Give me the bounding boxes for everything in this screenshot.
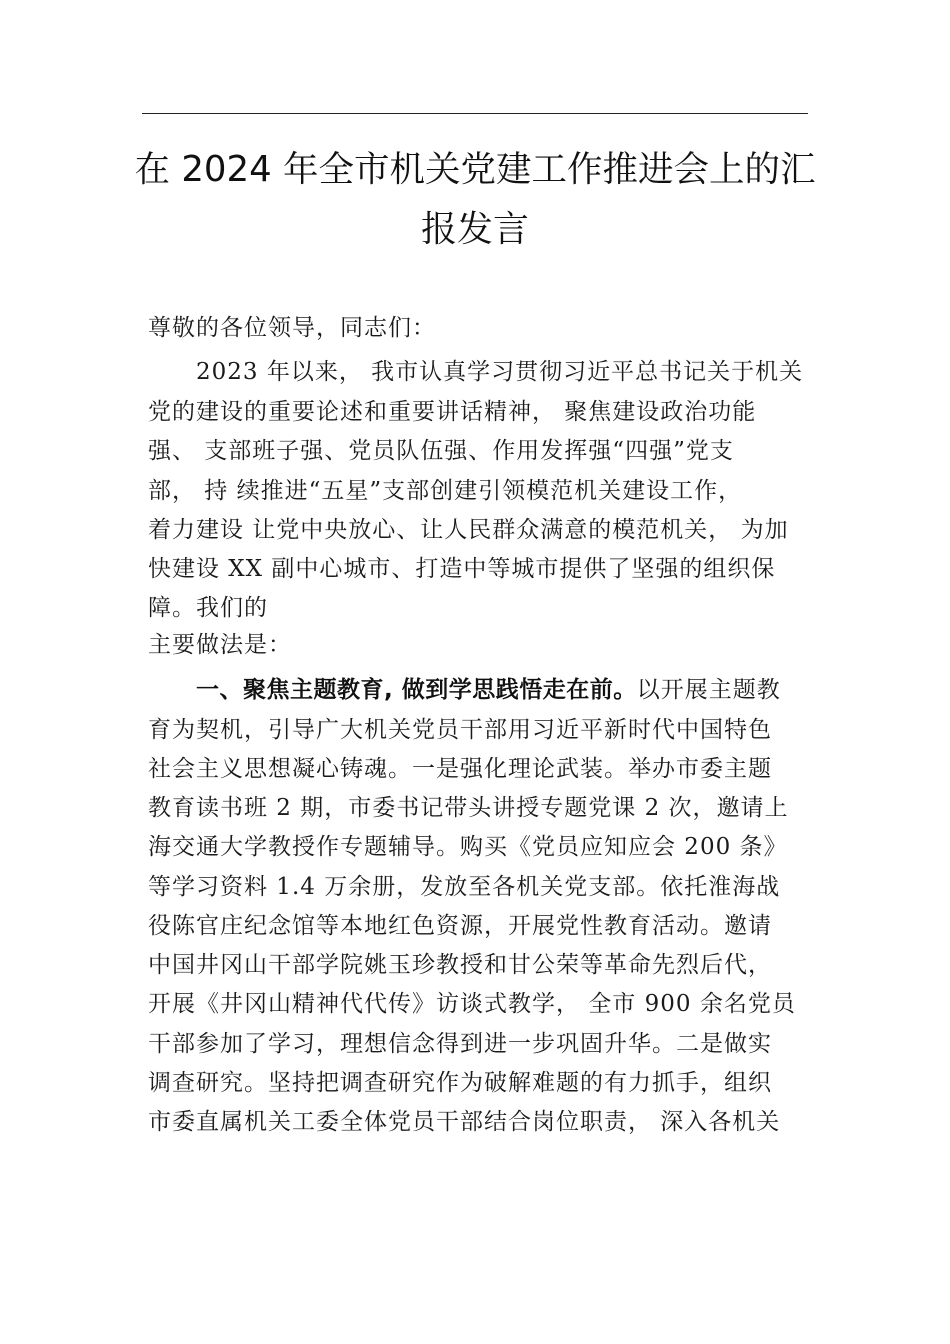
- section-1-lead-text: 以开展主题教: [636, 677, 781, 703]
- section-1-line: 开展《井冈山精神代代传》访谈式教学， 全市 900 余名党员: [148, 991, 796, 1017]
- intro-line: 快建设 XX 副中心城市、打造中等城市提供了坚强的组织保: [148, 556, 776, 582]
- section-1-line: 育为契机，引导广大机关党员干部用习近平新时代中国特色: [148, 717, 772, 743]
- intro-line: 党的建设的重要论述和重要讲话精神， 聚焦建设政治功能: [148, 399, 757, 425]
- section-1-line: 干部参加了学习，理想信念得到进一步巩固升华。二是做实: [148, 1031, 772, 1057]
- intro-line: 部， 持 续推进“五星”支部创建引领模范机关建设工作，: [148, 478, 743, 504]
- document-title-line-1: 在 2024 年全市机关党建工作推进会上的汇: [134, 149, 816, 190]
- section-1-heading: 一、聚焦主题教育, 做到学思践悟走在前。: [196, 677, 637, 703]
- section-1-first-line: [196, 675, 781, 705]
- document-title-line-2: 报发言: [420, 209, 529, 250]
- intro-line: 主要做法是：: [148, 632, 292, 658]
- section-1-line: 市委直属机关工委全体党员干部结合岗位职责， 深入各机关: [148, 1109, 781, 1135]
- intro-line: 2023 年以来， 我市认真学习贯彻习近平总书记关于机关: [196, 359, 804, 385]
- salutation: 尊敬的各位领导，同志们：: [148, 315, 436, 341]
- intro-line: 障。我们的: [148, 595, 268, 621]
- section-1-line: 中国井冈山干部学院姚玉珍教授和甘公荣等革命先烈后代，: [148, 952, 772, 978]
- section-1-line: 教育读书班 2 期，市委书记带头讲授专题党课 2 次，邀请上: [148, 795, 789, 821]
- intro-line: 强、 支部班子强、党员队伍强、作用发挥强“四强”党支: [148, 438, 734, 464]
- section-1-line: 调查研究。坚持把调查研究作为破解难题的有力抓手，组织: [148, 1070, 772, 1096]
- section-1-line: 等学习资料 1.4 万余册，发放至各机关党支部。依托淮海战: [148, 874, 781, 900]
- section-1-line: 海交通大学教授作专题辅导。购买《党员应知应会 200 条》: [148, 834, 788, 860]
- header-rule: [142, 113, 808, 114]
- section-1-line: 社会主义思想凝心铸魂。一是强化理论武装。举办市委主题: [148, 756, 772, 782]
- intro-line: 着力建设 让党中央放心、让人民群众满意的模范机关， 为加: [148, 517, 789, 543]
- section-1-line: 役陈官庄纪念馆等本地红色资源，开展党性教育活动。邀请: [148, 913, 772, 939]
